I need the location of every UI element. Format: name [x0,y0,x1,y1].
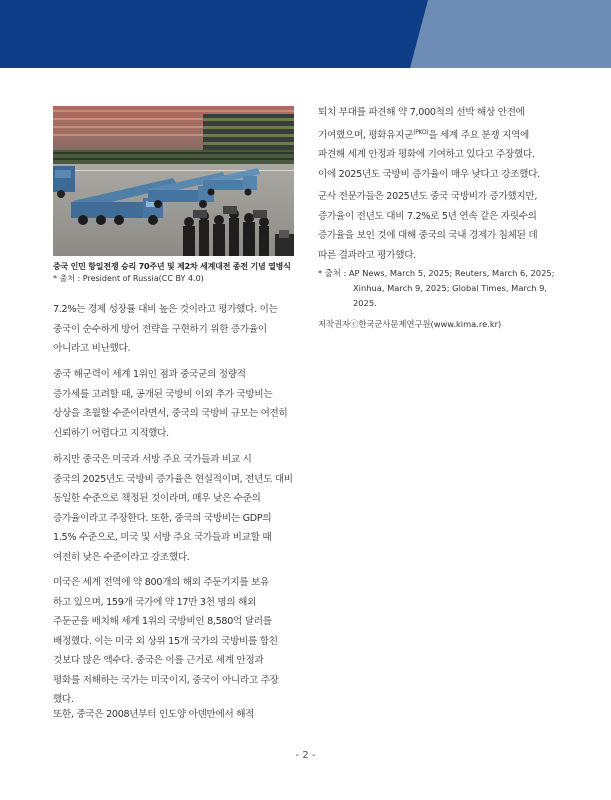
text-line: 파견해 세계 안정과 평화에 기여하고 있다고 주장했다. [318,149,535,161]
copyright-notice: 저작권자ⓒ한국군사문제연구원(www.kima.re.kr) [318,319,502,329]
text-line [318,123,560,146]
pko-superscript: (PKO) [413,128,429,136]
right-paragraph-2 [318,187,560,265]
right-paragraph-1 [318,103,560,184]
left-paragraph-4 [53,573,296,710]
text-line: 중국이 순수하게 방어 전략을 구현하기 위한 증가율이 [53,323,267,335]
text-line: 1.5% 수준으로, 미국 및 서방 주요 국가들과 비교할 때 [53,532,272,543]
text-line: 증가율을 보인 것에 대해 중국의 국내 경제가 침체된 데 [318,230,538,241]
text-line: 미국은 세계 전역에 약 800개의 해외 주둔기지를 보유 [53,577,270,588]
text-line: 동일한 수준으로 책정된 것이라며, 매우 낮은 수준의 [53,493,261,504]
page-number: - 2 - [295,750,316,761]
text-line: 또한, 중국은 2008년부터 인도양 아덴만에서 해적 [53,709,255,720]
text-line: 하지만 중국은 미국과 서방 주요 국가들과 비교 시 [53,454,252,465]
text-line: 증가율이라고 주장한다. 또한, 중국의 국방비는 GDP의 [53,512,272,524]
text-line: 주둔군을 배치해 세계 1위의 국방비인 8,580억 달러를 [53,616,272,627]
header-band [0,0,611,68]
text-line: 했다. [53,694,74,705]
reference-line: 2025. [353,298,377,308]
reference-line: Xinhua, March 9, 2025; Global Times, March 9, [353,283,548,293]
text-line: 증가세를 고려할 때, 공개된 국방비 이외 추가 국방비는 [53,388,273,400]
text-line: 7.2%는 경제 성장률 대비 높은 것이라고 평가했다. 이는 [53,304,278,315]
text-line: 이에 2025년도 국방비 증가율이 매우 낮다고 강조했다. [318,168,540,180]
text-line: 퇴치 부대를 파견해 약 7,000척의 선박 해상 안전에 [318,107,525,118]
left-paragraph-1 [53,300,296,359]
text-line: 증가율이 전년도 대비 7.2%로 5년 연속 같은 자릿수의 [318,210,537,222]
left-paragraph-3 [53,450,296,567]
reference-line: * 출처 : AP News, March 5, 2025; Reuters, March 6, 2025; [318,268,555,278]
text-line: 배정했다. 이는 미국 외 상위 15개 국가의 국방비를 합친 [53,635,278,647]
text-line: 신뢰하기 어렵다고 지적했다. [53,427,169,439]
text-line: 중국의 2025년도 국방비 증가율은 현실적이며, 전년도 대비 [53,473,293,485]
parade-photo [53,106,294,256]
text-line: 하고 있으며, 159개 국가에 약 17만 3천 명의 해외 [53,596,257,608]
left-paragraph-2 [53,365,296,443]
text-line: 여전히 낮은 수준이라고 강조했다. [53,551,190,563]
text-fragment: 기여했으며, 평화유지군 [318,129,414,141]
text-fragment: 을 세계 주요 분쟁 지역에 [428,129,530,141]
text-line: 따른 결과라고 평가했다. [318,249,416,261]
left-paragraph-5 [53,705,296,725]
text-line: 아니라고 비난했다. [53,343,131,354]
text-line: 상상을 초월할 수준이라면서, 중국의 국방비 규모는 여전히 [53,408,288,419]
photo-source: * 출처 : President of Russia(CC BY 4.0) [53,274,204,283]
text-line: 군사 전문가들은 2025년도 중국 국방비가 증가했지만, [318,191,538,202]
text-line: 중국 해군력이 세계 1위인 점과 중국군의 정량적 [53,369,246,380]
text-line: 평화를 저해하는 국가는 미국이지, 중국이 아니라고 주장 [53,674,279,686]
photo-caption: 중국 인민 항일전쟁 승리 70주년 및 제2차 세계대전 종전 기념 열병식 [53,262,291,271]
references [318,266,560,311]
text-line: 것보다 많은 액수다. 중국은 이를 근거로 세계 안정과 [53,655,264,666]
